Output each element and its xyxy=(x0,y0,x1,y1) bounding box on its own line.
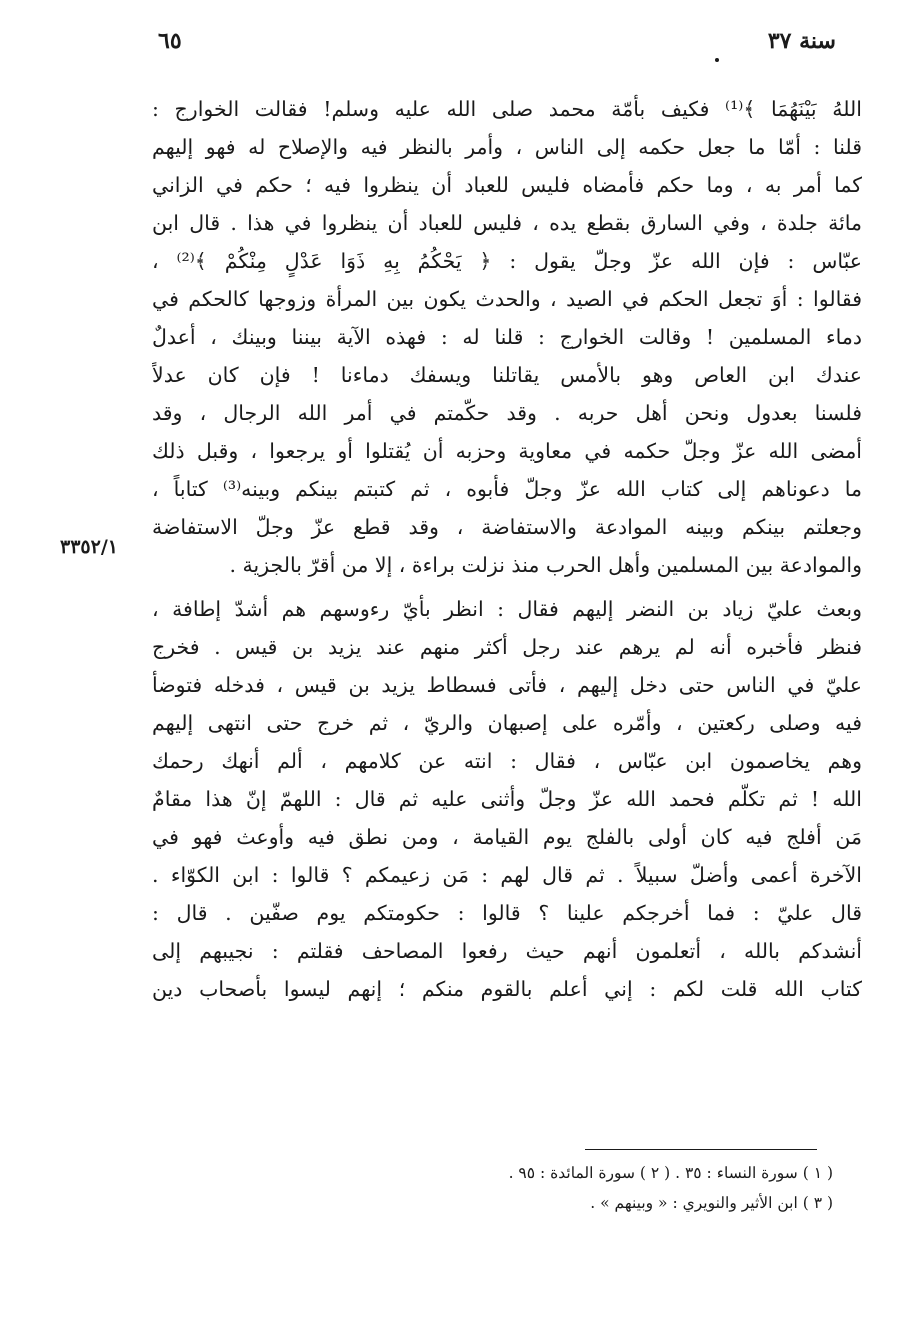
page-number: ٦٥ xyxy=(158,28,182,54)
text-line: قال عليّ : فما أخرجكم علينا ؟ قالوا : حكومتكم يوم صفّين . قال : xyxy=(152,901,862,925)
text-line: فيه وصلى ركعتين ، وأمّره على إصبهان والريّ ، ثم خرج حتى انتهى إليهم xyxy=(152,711,862,735)
margin-reference: ٣٣٥٢/١ xyxy=(60,536,118,558)
text-line: فلسنا بعدول ونحن أهل حربه . وقد حكّمتم في أمر الله الرجال ، وقد xyxy=(152,401,862,425)
text-line: كما أمر به ، وما حكم فأمضاه فليس للعباد أن ينظروا فيه ؛ حكم في الزاني xyxy=(152,173,862,197)
text-line: عليّ في الناس حتى دخل إليهم ، فأتى فسطاط يزيد بن قيس ، فدخله فتوضأ xyxy=(152,673,862,697)
text-line: مَن أفلج فيه كان أولى بالفلج يوم القيامة ، ومن نطق فيه وأوعث فهو في xyxy=(152,825,862,849)
text-line: مائة جلدة ، وفي السارق بقطع يده ، فليس للعباد أن ينظروا في هذا . قال ابن xyxy=(152,211,862,235)
text-line: أمضى الله عزّ وجلّ حكمه في معاوية وحزبه أن يُقتلوا أو يرجعوا ، وقبل ذلك xyxy=(152,439,862,463)
text-line: فقالوا : أوَ تجعل الحكم في الصيد ، والحدث يكون بين المرأة وزوجها كالحكم في xyxy=(152,287,862,311)
footnote-line: ( ١ ) سورة النساء : ٣٥ . ( ٢ ) سورة المائدة : ٩٥ . xyxy=(508,1164,833,1182)
text-line: وجعلتم بينكم وبينه الموادعة والاستفاضة ، وقد قطع عزّ وجلّ الاستفاضة xyxy=(152,515,862,539)
text-line: قلنا : أمّا ما جعل حكمه إلى الناس ، وأمر بالنظر فيه والإصلاح له فهو إليهم xyxy=(152,135,862,159)
text-line: ما دعوناهم إلى كتاب الله عزّ وجلّ فأبوه ، ثم كتبتم بينكم وبينه⁽³⁾ كتاباً ، xyxy=(152,477,862,501)
header-dot xyxy=(715,58,719,62)
text-line: فنظر فأخبره أنه لم يرهم عند رجل أكثر منهم عند يزيد بن قيس . فخرج xyxy=(152,635,862,659)
text-line: وهم يخاصمون ابن عبّاس ، فقال : انته عن كلامهم ، ألم أنهك رحمك xyxy=(152,749,862,773)
text-line: وبعث عليّ زياد بن النضر إليهم فقال : انظر بأيّ رءوسهم هم أشدّ إطافة ، xyxy=(152,597,862,621)
running-header-year: سنة ٣٧ xyxy=(767,28,836,54)
text-line: اللهُ بَيْنَهُمَا ﴾⁽¹⁾ فكيف بأمّة محمد صلى الله عليه وسلم! فقالت الخوارج : xyxy=(152,97,862,121)
footnote-separator xyxy=(585,1149,817,1150)
text-line: والموادعة بين المسلمين وأهل الحرب منذ نزلت براءة ، إلا من أقرّ بالجزية . xyxy=(229,553,862,577)
footnotes xyxy=(273,1158,833,1218)
footnote-line: ( ٣ ) ابن الأثير والنويري : « وبينهم » . xyxy=(590,1194,833,1212)
text-line: دماء المسلمين ! وقالت الخوارج : قلنا له : فهذه الآية بيننا وبينك ، أعدلٌ xyxy=(152,325,862,349)
text-line: الآخرة أعمى وأضلّ سبيلاً . ثم قال لهم : مَن زعيمكم ؟ قالوا : ابن الكوّاء . xyxy=(152,863,862,887)
main-text xyxy=(152,90,862,1008)
text-line: عندك ابن العاص وهو بالأمس يقاتلنا ويسفك دماءنا ! فإن كان عدلاً xyxy=(152,363,862,387)
text-line: عبّاس : فإن الله عزّ وجلّ يقول : ﴿ يَحْكُمُ بِهِ ذَوَا عَدْلٍ مِنْكُمْ ﴾⁽²⁾ ، xyxy=(152,249,862,273)
text-line: أنشدكم بالله ، أتعلمون أنهم حيث رفعوا المصاحف فقلتم : نجيبهم إلى xyxy=(152,939,862,963)
text-line: كتاب الله قلت لكم : إني أعلم بالقوم منكم ؛ إنهم ليسوا بأصحاب دين xyxy=(152,977,862,1001)
text-line: الله ! ثم تكلّم فحمد الله عزّ وجلّ وأثنى عليه ثم قال : اللهمّ إنّ هذا مقامٌ xyxy=(152,787,862,811)
